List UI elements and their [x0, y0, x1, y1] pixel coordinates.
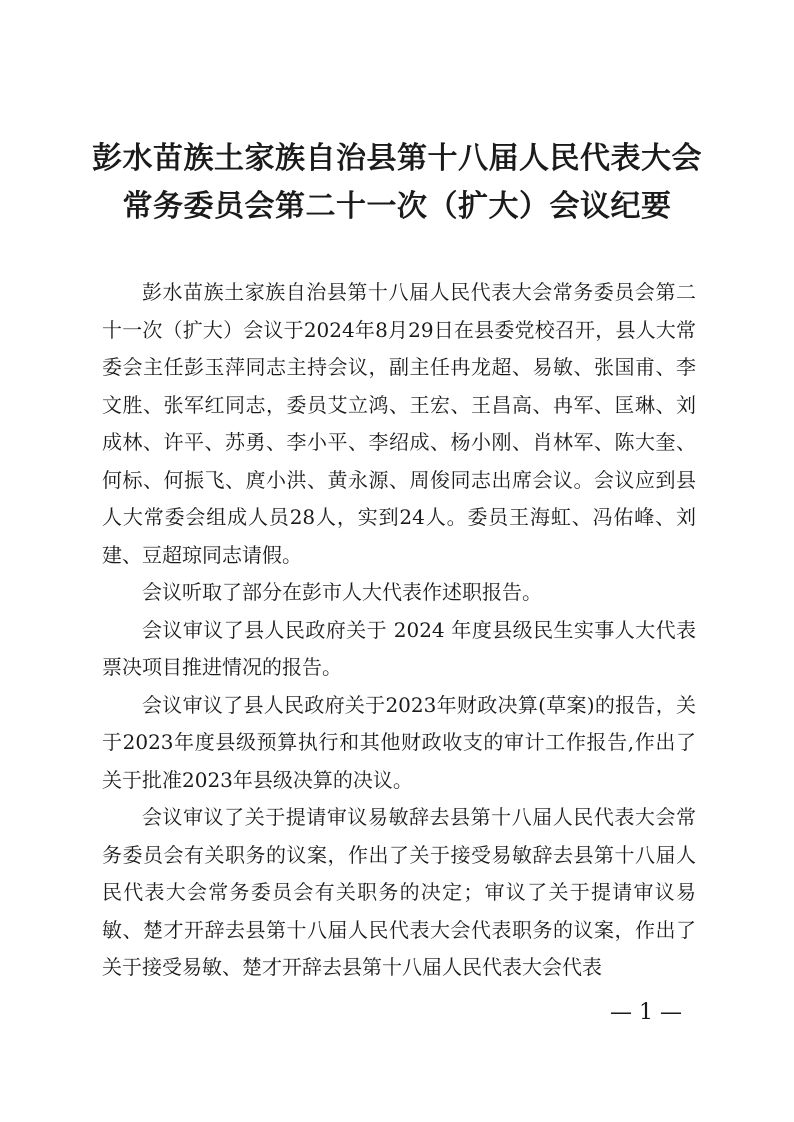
document-body: [102, 274, 696, 987]
paragraph-final-accounts: 会议审议了县人民政府关于2023年财政决算(草案)的报告，关于2023年度县级预算执行和其他财政收支的审计工作报告,作出了关于批准2023年县级决算的决议。: [102, 692, 696, 792]
paragraph-attendance: 彭水苗族土家族自治县第十八届人民代表大会常务委员会第二十一次（扩大）会议于2024年8月29日在县委党校召开，县人大常委会主任彭玉萍同志主持会议，副主任冉龙超、易敏、张国甫、李文胜、张军红同志，委员艾立鸿、王宏、王昌高、冉军、匡琳、刘成林、许平、苏勇、李小平、李绍成、杨小刚、肖林军、陈大奎、何标、何振飞、庹小洪、黄永源、周俊同志出席会议。会议应到县人大常委会组成人员28人，实到24人。委员王海虹、冯佑峰、刘建、豆超琼同志请假。: [102, 280, 696, 567]
document-title-line-2: 常务委员会第二十一次（扩大）会议纪要: [122, 189, 672, 224]
paragraph-livelihood-projects: 会议审议了县人民政府关于 2024 年度县级民生实事人大代表票决项目推进情况的报告。: [102, 617, 696, 679]
page-number: — 1 —: [610, 1000, 682, 1025]
paragraph-resignations: 会议审议了关于提请审议易敏辞去县第十八届人民代表大会常务委员会有关职务的议案，作出了关于接受易敏辞去县第十八届人民代表大会常务委员会有关职务的决定；审议了关于提请审议易敏、楚才开辞去县第十八届人民代表大会代表职务的议案，作出了关于接受易敏、楚才开辞去县第十八届人民代表大会代表: [102, 805, 696, 979]
document-title-line-1: 彭水苗族土家族自治县第十八届人民代表大会: [92, 141, 702, 176]
paragraph-duty-reports: 会议听取了部分在彭市人大代表作述职报告。: [142, 580, 542, 604]
